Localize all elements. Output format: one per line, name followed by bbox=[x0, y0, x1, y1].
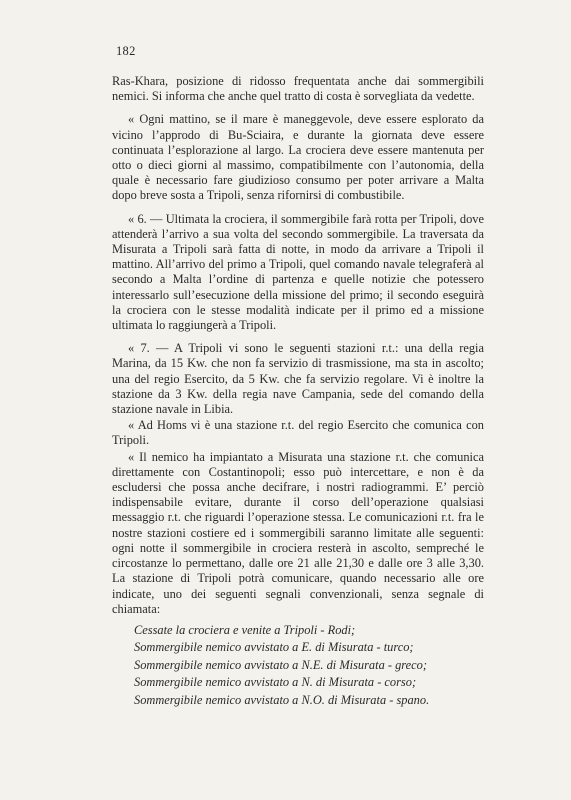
body-text bbox=[112, 74, 484, 709]
paragraph-ras-khara: Ras-Khara, posizione di ridosso frequentata anche dai sommergibili nemici. Si informa che anche quel tratto di costa è sorvegliata da vedette. bbox=[112, 74, 484, 104]
paragraph-section-7: « 7. — A Tripoli vi sono le seguenti stazioni r.t.: una della regia Marina, da 15 Kw. che non fa servizio di trasmissione, ma sta in ascolto; una del regio Esercito, da 5 Kw. che fa servizio regolare. Vi è inoltre la stazione da 3 Kw. della regia nave Campania, sede del comando della stazione navale in Libia. bbox=[112, 341, 484, 417]
page-number: 182 bbox=[116, 44, 136, 58]
signal-item: Sommergibile nemico avvistato a N.O. di Misurata - spano. bbox=[134, 692, 430, 707]
paragraph-ogni-mattino: « Ogni mattino, se il mare è maneggevole, deve essere esplorato da vicino l’approdo di Bu-Sciaira, e durante la giornata deve essere continuata l’esplorazione al largo. La crociera deve essere mantenuta per otto o dieci giorni al massimo, compatibilmente con l’autonomia, della quale è necessario fare giudizioso consumo per poter arrivare a Malta dopo breve sosta a Tripoli, senza rifornirsi di combustibile. bbox=[112, 112, 484, 203]
paragraph-nemico-misurata: « Il nemico ha impiantato a Misurata una stazione r.t. che comunica direttamente con Costantinopoli; esso può intercettare, e non è da escludersi che possa anche decifrare, i nostri radiogrammi. E’ perciò indispensabile evitare, durante il corso dell’operazione qualsiasi messaggio r.t. che riguardi l’operazione stessa. Le comunicazioni r.t. fra le nostre stazioni costiere ed i sommergibili saranno limitate alle seguenti: ogni notte il sommergibile in crociera resterà in ascolto, sempreché le circostanze lo permettano, dalle ore 21 alle 21,30 e dalle ore 3 alle 3,30. La stazione di Tripoli potrà comunicare, quando necessario alle ore indicate, uno dei seguenti segnali convenzionali, senza segnale di chiamata: bbox=[112, 449, 484, 616]
signal-item: Sommergibile nemico avvistato a N.E. di Misurata - greco; bbox=[134, 657, 427, 672]
signal-item: Cessate la crociera e venite a Tripoli - Rodi; bbox=[134, 622, 356, 637]
signal-item: Sommergibile nemico avvistato a N. di Misurata - corso; bbox=[134, 675, 417, 690]
paragraph-homs: « Ad Homs vi è una stazione r.t. del regio Esercito che comunica con Tripoli. bbox=[112, 418, 484, 448]
signal-list bbox=[112, 622, 484, 709]
signal-item: Sommergibile nemico avvistato a E. di Misurata - turco; bbox=[134, 640, 414, 655]
paragraph-section-6: « 6. — Ultimata la crociera, il sommergibile farà rotta per Tripoli, dove attenderà l’arrivo a sua volta del secondo sommergibile. La traversata da Misurata a Tripoli sarà fatta di notte, in modo da arrivare a Tripoli il mattino. All’arrivo del primo a Tripoli, quel comando navale telegraferà al secondo a Malta l’ordine di partenza e quelle notizie che potessero interessarlo sull’esecuzione della missione del primo; il secondo eseguirà la crociera con le stesse modalità indicate per il primo ed a missione ultimata lo raggiungerà a Tripoli. bbox=[112, 211, 484, 333]
